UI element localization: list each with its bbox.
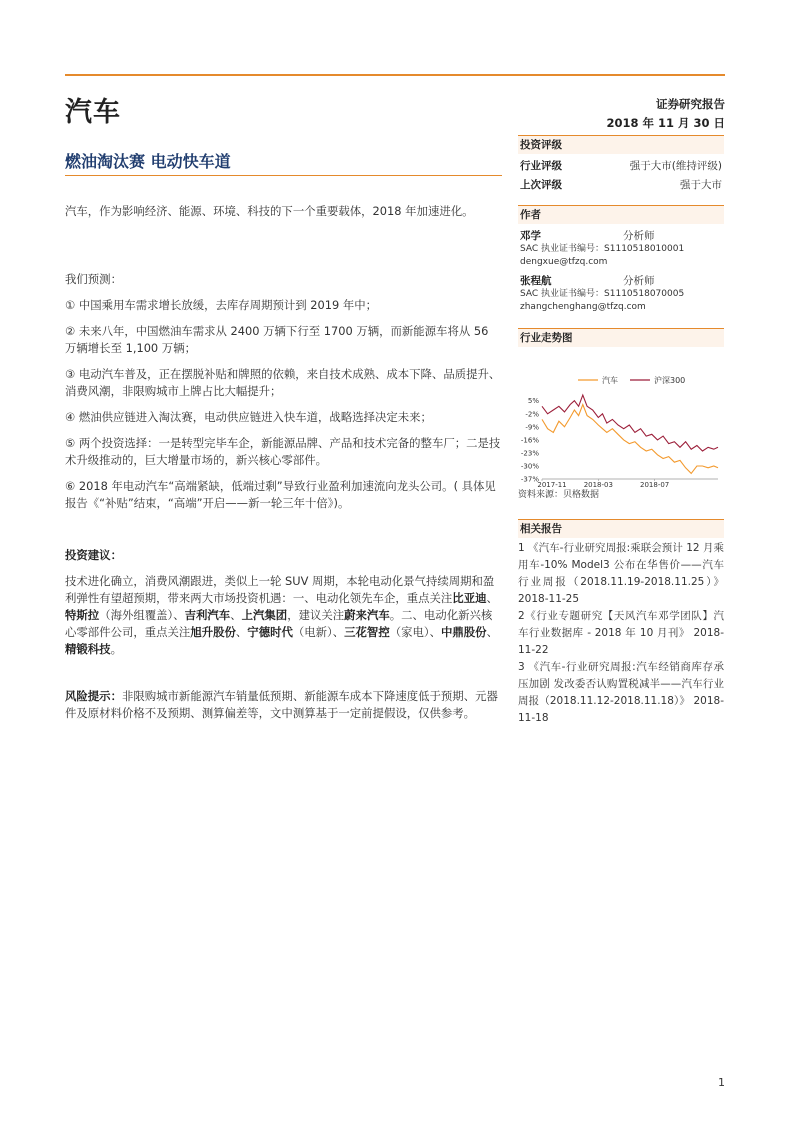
- author-cert: SAC 执业证书编号：S1110518070005: [520, 289, 685, 299]
- sep: 。二、电动化新兴核心零部件公司，重点关注: [65, 608, 493, 639]
- subtitle-rule: [65, 175, 502, 176]
- x-tick-label: 2017-11: [537, 481, 567, 487]
- sep: 。: [110, 642, 122, 656]
- page-number: 1: [718, 1076, 725, 1089]
- sep: （海外组覆盖）、: [99, 608, 185, 622]
- stock-nio: 蔚来汽车: [344, 608, 390, 622]
- author-email: zhangchenghang@tfzq.com: [520, 302, 646, 312]
- trend-chart: [518, 347, 724, 487]
- y-tick-label: -16%: [520, 436, 539, 445]
- advice-paragraph: [65, 573, 502, 658]
- header-rule: [65, 74, 725, 76]
- author-role: 分析师: [623, 275, 655, 287]
- stock-catl: 宁德时代: [247, 625, 293, 639]
- risk-label: 风险提示：: [65, 689, 122, 703]
- trend-section: [518, 328, 724, 502]
- y-tick-label: -23%: [520, 449, 539, 458]
- report-date: 2018 年 11 月 30 日: [606, 116, 725, 130]
- risk-text: 非限购城市新能源汽车销量低预期、新能源车成本下降速度低于预期、元器件及原材料价格不及预期、测算偏差等，文中测算基于一定前提假设，仅供参考。: [65, 689, 498, 720]
- last-rating-value: 强于大市: [680, 179, 722, 191]
- author-1: [518, 224, 724, 269]
- related-heading: 相关报告: [518, 519, 724, 538]
- y-tick-label: -37%: [520, 475, 539, 484]
- stock-byd: 比亚迪: [452, 591, 487, 605]
- rating-section: [518, 135, 724, 192]
- stock-geely: 吉利汽车: [184, 608, 231, 622]
- author-name: 邓学: [520, 230, 541, 242]
- stock-zhongding: 中鼎股份: [440, 625, 487, 639]
- sep: 、: [486, 625, 498, 639]
- x-axis: [537, 479, 718, 487]
- y-tick-label: 5%: [527, 397, 539, 406]
- advice-heading: 投资建议：: [65, 548, 122, 562]
- author-name: 张程航: [520, 275, 552, 287]
- series-lines: [542, 395, 718, 473]
- report-subtitle: 燃油淘汰赛 电动快车道: [65, 152, 231, 171]
- x-tick-label: 2018-07: [640, 481, 670, 487]
- stock-sanhua: 三花智控: [344, 625, 390, 639]
- stock-jingduan: 精锻科技: [65, 642, 111, 656]
- y-tick-label: -30%: [520, 462, 539, 471]
- last-rating-row: [518, 173, 724, 192]
- advice-text: 技术进化确立，消费风潮跟进，类似上一轮 SUV 周期，本轮电动化景气持续周期和盈利弹性有望超预期，带来两大市场投资机遇：一、电动化领先车企，重点关注: [65, 574, 495, 605]
- forecast-point-1: ① 中国乘用车需求增长放缓，去库存周期预计到 2019 年中；: [65, 298, 378, 312]
- legend-label-hs300: 沪深300: [654, 376, 686, 385]
- chart-legend: [578, 375, 685, 385]
- author-email: dengxue@tfzq.com: [520, 257, 608, 267]
- author-heading: 作者: [518, 205, 724, 224]
- x-tick-label: 2018-03: [583, 481, 613, 487]
- industry-rating-label: 行业评级: [520, 160, 562, 172]
- sep: 、: [235, 625, 248, 639]
- y-tick-label: -2%: [525, 410, 539, 419]
- related-report-1[interactable]: 1 《汽车-行业研究周报:乘联会预计 12 月乘用车-10% Model3 公布在华售价——汽车行业周报（2018.11.19-2018.11.25）》 2018-11-25: [518, 542, 724, 605]
- related-section: [518, 519, 724, 727]
- industry-rating-value: 强于大市(维持评级): [629, 160, 722, 172]
- related-report-3[interactable]: 3 《汽车-行业研究周报:汽车经销商库存承压加剧 发改委否认购置税减半——汽车行业周报（2018.11.12-2018.11.18）》 2018-11-18: [518, 661, 724, 724]
- stock-tesla: 特斯拉: [65, 608, 100, 622]
- sep: 、: [486, 591, 498, 605]
- chart-source: 资料来源：贝格数据: [518, 490, 600, 500]
- sep: （家电）、: [389, 625, 441, 639]
- sep: （电新）、: [292, 625, 345, 639]
- intro-paragraph: 汽车，作为影响经济、能源、环境、科技的下一个重要载体，2018 年加速进化。: [65, 204, 474, 218]
- stock-saic: 上汽集团: [241, 608, 288, 622]
- author-section: [518, 205, 724, 314]
- rating-heading: 投资评级: [518, 135, 724, 154]
- forecast-heading: 我们预测：: [65, 272, 122, 286]
- forecast-point-6: ⑥ 2018 年电动汽车“高端紧缺，低端过剩”导致行业盈利加速流向龙头公司。( 具体见报告《“补贴”结束，“高端”开启——新一轮三年十倍》)。: [65, 479, 496, 510]
- sep: 、: [230, 608, 242, 622]
- y-axis: [521, 397, 539, 483]
- risk-paragraph: [65, 688, 502, 722]
- related-report-2[interactable]: 2《行业专题研究【天风汽车邓学团队】汽车行业数据库 - 2018 年 10 月刊》 2018-11-22: [518, 610, 724, 656]
- forecast-point-2: ② 未来八年，中国燃油车需求从 2400 万辆下行至 1700 万辆，而新能源车将从 56 万辆增长至 1,100 万辆；: [65, 324, 489, 355]
- author-role: 分析师: [623, 230, 655, 242]
- last-rating-label: 上次评级: [520, 179, 562, 191]
- report-type: 证券研究报告: [656, 97, 725, 111]
- series-line-auto: [542, 405, 718, 474]
- forecast-point-4: ④ 燃油供应链进入淘汰赛，电动供应链进入快车道，战略选择决定未来；: [65, 410, 432, 424]
- series-line-hs300: [542, 395, 718, 451]
- industry-rating-row: [518, 154, 724, 173]
- y-tick-label: -9%: [525, 423, 539, 432]
- author-2: [518, 269, 724, 314]
- trend-heading: 行业走势图: [518, 328, 724, 347]
- page-title: 汽车: [65, 97, 121, 128]
- forecast-point-5: ⑤ 两个投资选择：一是转型完毕车企，新能源品牌、产品和技术完备的整车厂；二是技术升级推动的，巨大增量市场的，新兴核心零部件。: [65, 436, 501, 467]
- author-cert: SAC 执业证书编号：S1110518010001: [520, 244, 685, 254]
- stock-xusheng: 旭升股份: [190, 625, 236, 639]
- sep: ，建议关注: [287, 608, 345, 622]
- legend-label-auto: 汽车: [602, 376, 618, 385]
- forecast-point-3: ③ 电动汽车普及，正在摆脱补贴和牌照的依赖，来自技术成熟、成本下降、品质提升、消费风潮，非限购城市上牌占比大幅提升；: [65, 367, 501, 398]
